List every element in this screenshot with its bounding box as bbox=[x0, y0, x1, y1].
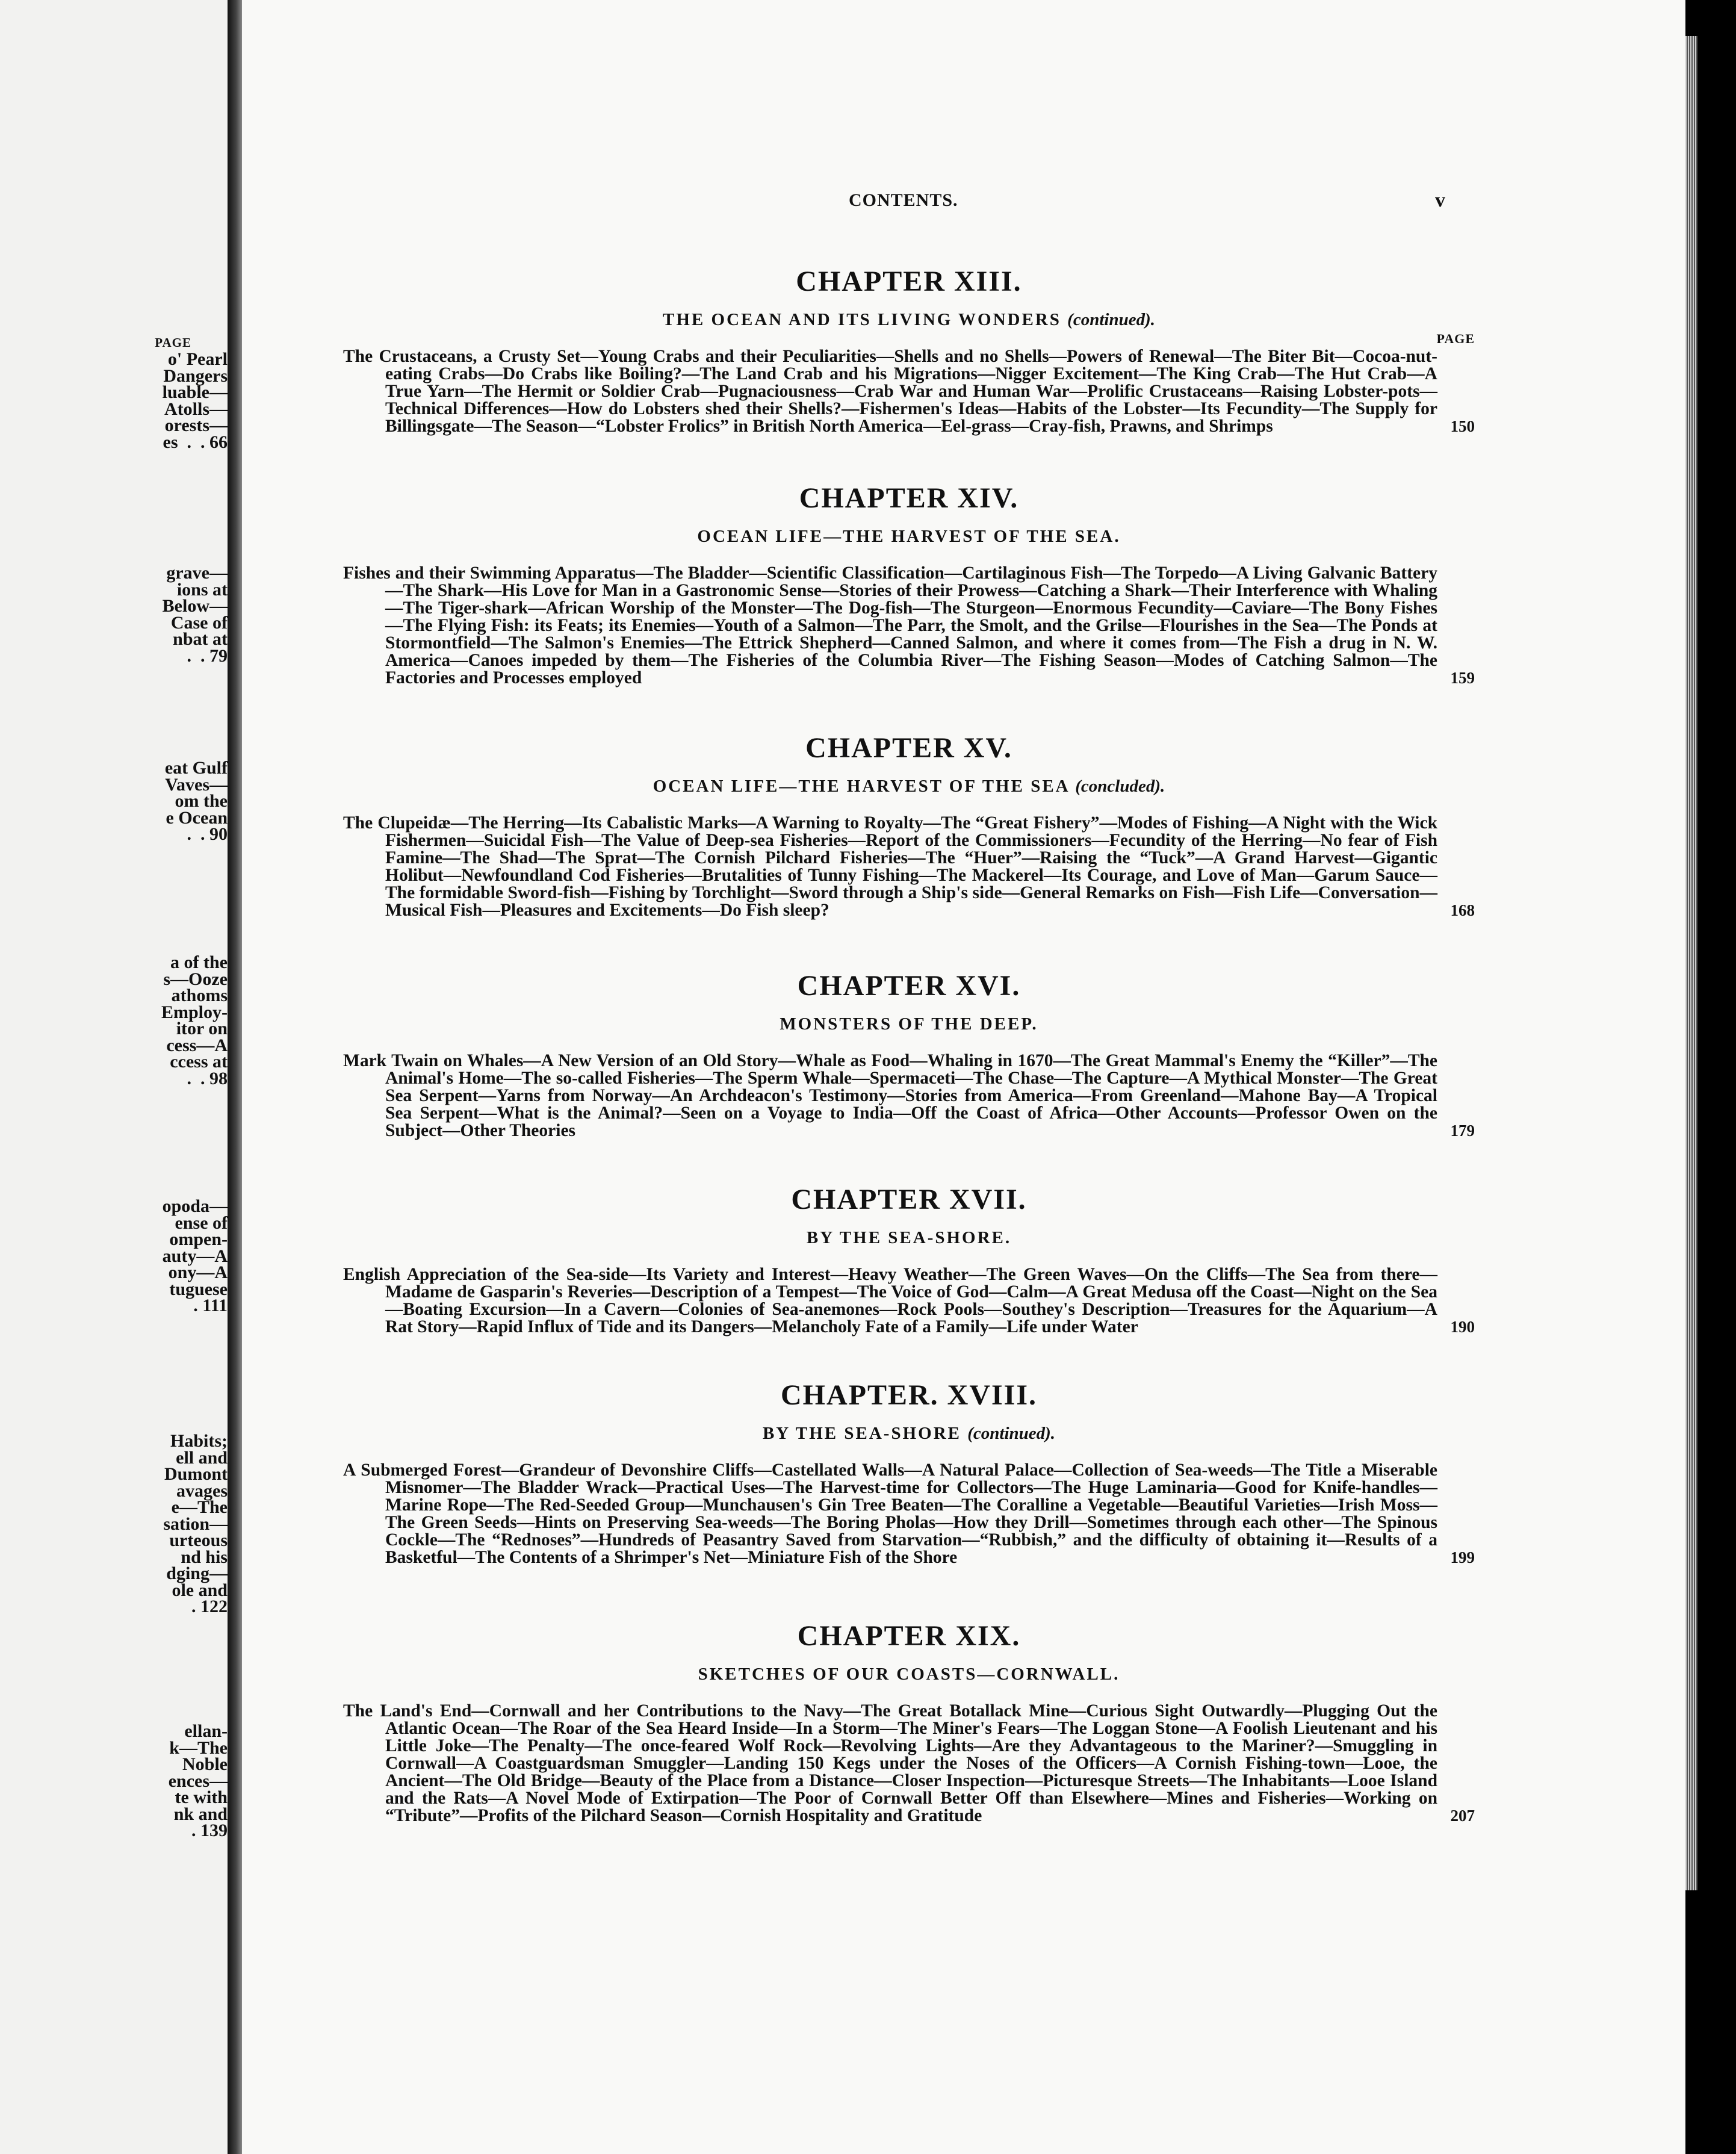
chapter-subtitle bbox=[343, 1423, 1475, 1444]
chapter-title: CHAPTER XVII. bbox=[791, 1184, 1027, 1215]
left-fragment-3: eat Gulf Vaves— om the e Ocean . . 90 bbox=[164, 758, 228, 844]
chapter-subtitle bbox=[343, 776, 1475, 796]
left-fragment-7: ellan- k—The Noble ences— te with nk and . 139 bbox=[168, 1721, 228, 1840]
chapter-title: CHAPTER XIV. bbox=[799, 482, 1019, 514]
chapter-summary-text: The Clupeidæ—The Herring—Its Cabalistic Marks—A Warning to Royalty—The “Great Fishery”—Modes of Fishing—A Night with the Wick Fishermen—Suicidal Fish—The Value of Deep-sea Fisheries—Report of the Commissioners—Fecundity of the Herring—No fear of Fish Famine—The Shad—The Sprat—The Cornish Pilchard Fisheries—The “Huer”—Raising the “Tuck”—A Grand Harvest—Gigantic Holibut—Newfoundland Cod Fisheries—Brutalities of Tunny Fishing—The Mackerel—Its Courage, and Love of Man—Garum Sauce—The formidable Sword-fish—Fishing by Torchlight—Sword through a Ship's side—General Remarks on Fish—Fish Life—Conversation—Musical Fish—Pleasures and Excitements—Do Fish sleep? bbox=[343, 813, 1437, 920]
chapter-summary bbox=[343, 348, 1475, 435]
chapter-page-ref: 199 bbox=[1450, 1548, 1475, 1566]
book-gutter bbox=[228, 0, 242, 2154]
chapter-page-ref: 207 bbox=[1450, 1807, 1475, 1825]
chapter-page-ref: 179 bbox=[1450, 1122, 1475, 1140]
chapter-14 bbox=[343, 482, 1475, 687]
page-edge bbox=[1685, 36, 1697, 1890]
chapter-title: CHAPTER XV. bbox=[805, 732, 1012, 764]
chapter-subtitle-text: THE OCEAN AND ITS LIVING WONDERS bbox=[663, 310, 1061, 329]
chapter-summary-text: Mark Twain on Whales—A New Version of an Old Story—Whale as Food—Whaling in 1670—The Great Mammal's Enemy the “Killer”—The Animal's Home—The so-called Fisheries—The Sperm Whale—Spermaceti—The Chase—The Capture—A Mythical Monster—The Great Sea Serpent—Yarns from Norway—An Archdeacon's Testimony—Stories from America—From Greenland—Mahone Bay—A Tropical Sea Serpent—What is the Animal?—Seen on a Voyage to India—Off the Coast of Africa—Other Accounts—Professor Owen on the Subject—Other Theories bbox=[343, 1051, 1437, 1140]
chapter-title: CHAPTER XIX. bbox=[797, 1620, 1021, 1652]
chapter-summary bbox=[343, 1052, 1475, 1140]
chapter-17 bbox=[343, 1183, 1475, 1336]
chapter-subtitle-text: OCEAN LIFE—THE HARVEST OF THE SEA. bbox=[697, 527, 1121, 546]
chapter-subtitle bbox=[343, 526, 1475, 547]
chapter-15 bbox=[343, 731, 1475, 919]
chapter-title: CHAPTER XIII. bbox=[796, 265, 1022, 297]
chapter-subtitle-text: BY THE SEA-SHORE bbox=[762, 1424, 961, 1443]
chapter-summary bbox=[343, 815, 1475, 919]
chapter-title: CHAPTER. XVIII. bbox=[780, 1379, 1038, 1411]
chapter-13 bbox=[343, 265, 1475, 435]
chapter-19 bbox=[343, 1619, 1475, 1825]
chapter-16 bbox=[343, 969, 1475, 1140]
left-fragment-1: o' Pearl Dangers luable— Atolls— orests— es . . 66 bbox=[162, 349, 228, 452]
chapter-summary-text: The Land's End—Cornwall and her Contributions to the Navy—The Great Botallack Mine—Curious Sight Outwardly—Plugging Out the Atlantic Ocean—The Roar of the Sea Heard Inside—In a Storm—The Miner's Fears—The Loggan Stone—A Foolish Lieutenant and his Little Joke—The Penalty—The once-feared Wolf Rock—Revolving Lights—Are they Advantageous to the Mariner?—Smuggling in Cornwall—A Coastguardsman Smuggler—Landing 150 Kegs under the Noses of the Officers—A Cornish Fishing-town—Looe, the Ancient—The Old Bridge—Beauty of the Place from a Distance—Closer Inspection—Picturesque Streets—The Inhabitants—Looe Island and the Rats—A Novel Mode of Extirpation—The Poor of Cornwall Better Off than Elsewhere—Mines and Fisheries—Working on “Tribute”—Profits of the Pilchard Season—Cornish Hospitality and Gratitude bbox=[343, 1701, 1437, 1825]
chapter-summary bbox=[343, 1266, 1475, 1336]
chapter-summary bbox=[343, 565, 1475, 687]
chapter-subtitle bbox=[343, 1014, 1475, 1034]
chapter-summary-text: English Appreciation of the Sea-side—Its Variety and Interest—Heavy Weather—The Green Waves—On the Cliffs—The Sea from there—Madame de Gasparin's Reveries—Description of a Tempest—The Voice of God—Calm—A Great Medusa off the Coast—Night on the Sea—Boating Excursion—In a Cavern—Colonies of Sea-anemones—Rock Pools—Southey's Description—Treasures for the Aquarium—A Rat Story—Rapid Influx of Tide and its Dangers—Melancholy Fate of a Family—Life under Water bbox=[343, 1265, 1437, 1336]
chapter-page-ref: 159 bbox=[1450, 669, 1475, 687]
left-fragment-4: a of the s—Ooze athoms Employ- itor on cess—A ccess at . . 98 bbox=[161, 952, 228, 1088]
left-fragment-2: grave— ions at Below— Case of nbat at . . 79 bbox=[162, 563, 228, 666]
chapter-summary bbox=[343, 1702, 1475, 1825]
chapter-summary-text: A Submerged Forest—Grandeur of Devonshire Cliffs—Castellated Walls—A Natural Palace—Collection of Sea-weeds—The Title a Miserable Misnomer—The Bladder Wrack—Practical Uses—The Harvest-time for Collectors—The Huge Laminaria—Good for Knife-handles—Marine Rope—The Red-Seeded Group—Munchausen's Gin Tree Beaten—The Coralline a Vegetable—Beautiful Varieties—Irish Moss—The Green Seeds—Hints on Preserving Sea-weeds—The Boring Pholas—How they Drill—Sometimes through each other—The Spinous Cockle—The “Rednoses”—Hundreds of Peasantry Saved from Starvation—“Rubbish,” and the difficulty of obtaining it—Results of a Basketful—The Contents of a Shrimper's Net—Miniature Fish of the Shore bbox=[343, 1460, 1437, 1567]
chapter-title: CHAPTER XVI. bbox=[797, 970, 1021, 1002]
left-page-label: PAGE bbox=[155, 335, 191, 350]
running-head: CONTENTS. bbox=[849, 190, 958, 210]
chapter-subtitle-note: (concluded). bbox=[1075, 777, 1165, 796]
chapter-subtitle bbox=[343, 1228, 1475, 1248]
chapter-summary bbox=[343, 1462, 1475, 1566]
chapter-page-ref: 168 bbox=[1450, 901, 1475, 919]
chapter-subtitle-text: SKETCHES OF OUR COASTS—CORNWALL. bbox=[698, 1665, 1120, 1684]
left-fragment-5: opoda— ense of ompen- auty—A ony—A tuguese . 111 bbox=[162, 1196, 228, 1315]
chapter-summary-text: Fishes and their Swimming Apparatus—The Bladder—Scientific Classification—Cartilaginous Fish—The Torpedo—A Living Galvanic Battery—The Shark—His Love for Man in a Gastronomic Sense—Stories of their Prowess—Catching a Shark—Their Interference with Whaling—The Tiger-shark—African Worship of the Monster—The Dog-fish—The Sturgeon—Enormous Fecundity—Caviare—The Bony Fishes—The Flying Fish: its Feats; its Enemies—Youth of a Salmon—The Parr, the Smolt, and the Grilse—Flourishes in the Sea—The Ponds at Stormontfield—The Salmon's Enemies—The Ettrick Shepherd—Canned Salmon, and where it comes from—The Fish a drug in N. W. America—Canoes impeded by them—The Fisheries of the Columbia River—The Fishing Season—Modes of Catching Salmon—The Factories and Processes employed bbox=[343, 563, 1437, 687]
left-page-fragment bbox=[0, 0, 228, 2154]
chapter-subtitle-text: MONSTERS OF THE DEEP. bbox=[780, 1014, 1038, 1034]
chapter-subtitle-note: (continued). bbox=[1067, 310, 1155, 329]
page-number: v bbox=[1435, 189, 1445, 211]
left-fragment-6: Habits; ell and Dumont avages e—The sation— urteous nd his dging— ole and . 122 bbox=[163, 1431, 228, 1616]
chapter-subtitle-note: (continued). bbox=[967, 1424, 1056, 1443]
chapter-subtitle bbox=[343, 1664, 1475, 1684]
page-column-label: PAGE bbox=[1436, 331, 1475, 346]
chapter-subtitle-text: BY THE SEA-SHORE. bbox=[806, 1228, 1012, 1247]
chapter-page-ref: 150 bbox=[1450, 417, 1475, 435]
chapter-page-ref: 190 bbox=[1450, 1318, 1475, 1336]
chapter-subtitle-text: OCEAN LIFE—THE HARVEST OF THE SEA bbox=[653, 777, 1070, 796]
chapter-18 bbox=[343, 1379, 1475, 1566]
chapter-subtitle bbox=[343, 309, 1475, 330]
chapter-summary-text: The Crustaceans, a Crusty Set—Young Crabs and their Peculiarities—Shells and no Shells—Powers of Renewal—The Biter Bit—Cocoa-nut-eating Crabs—Do Crabs like Boiling?—The Land Crab and his Migrations—Nigger Excitement—The King Crab—The Hut Crab—A True Yarn—The Hermit or Soldier Crab—Pugnaciousness—Crab War and Human War—Prolific Crustaceans—Raising Lobster-pots—Technical Differences—How do Lobsters shed their Shells?—Fishermen's Ideas—Habits of the Lobster—Its Fecundity—The Supply for Billingsgate—The Season—“Lobster Frolics” in British North America—Eel-grass—Cray-fish, Prawns, and Shrimps bbox=[343, 347, 1437, 436]
